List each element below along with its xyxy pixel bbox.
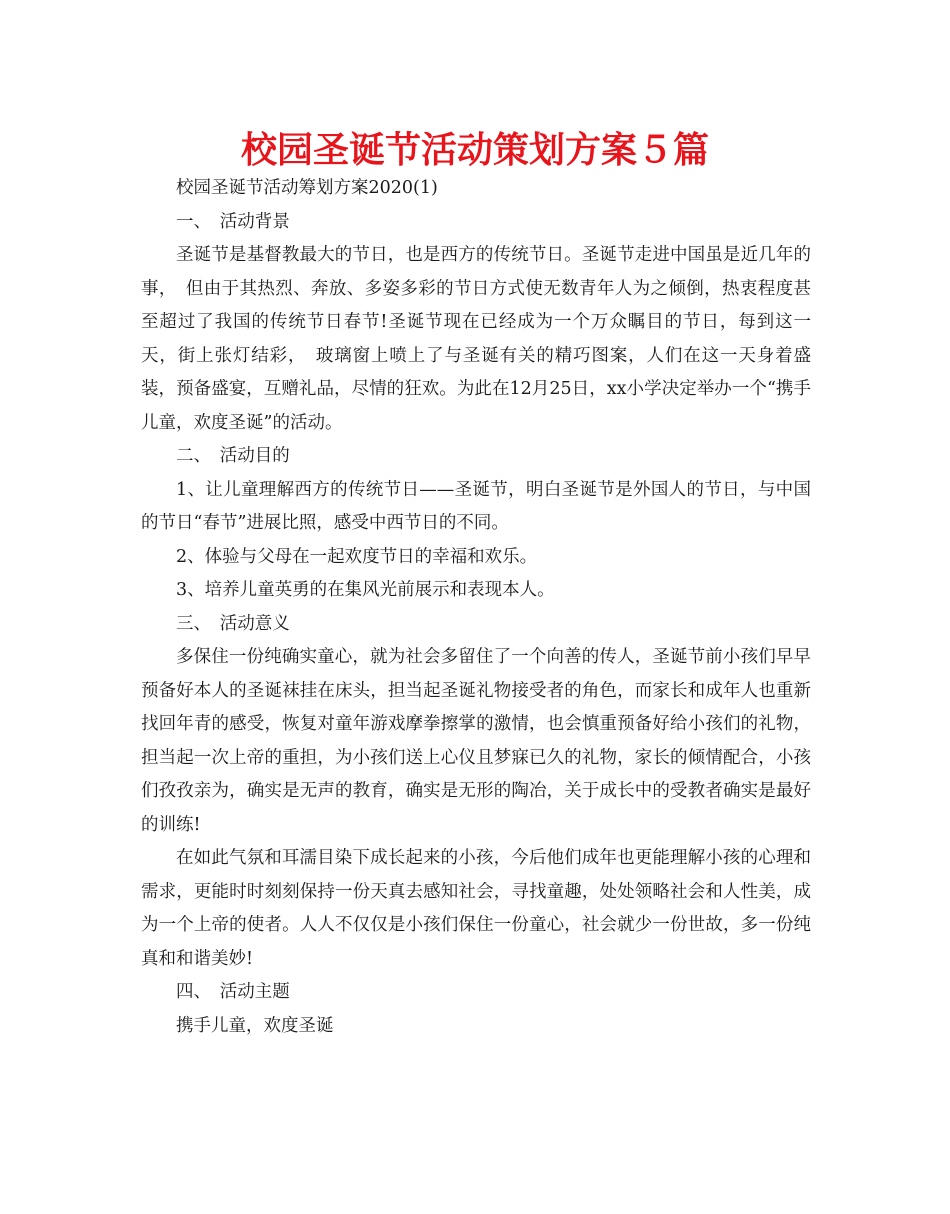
purpose-item-3: 3、培养儿童英勇的在集风光前展示和表现本人。	[176, 580, 555, 600]
document-body	[141, 172, 811, 1043]
paragraph-theme: 携手儿童，欢度圣诞	[176, 1015, 334, 1036]
subtitle-line: 校园圣诞节活动筹划方案2020(1)	[176, 178, 438, 198]
section-heading-significance: 三、 活动意义	[176, 613, 290, 634]
purpose-item-2: 2、体验与父母在一起欢度节日的幸福和欢乐。	[176, 546, 538, 567]
paragraph-significance-2: 在如此气氛和耳濡目染下成长起来的小孩，今后他们成年也更能理解小孩的心理和需求，更能时时刻刻保持一份天真去感知社会，寻找童趣，处处领略社会和人性美，成为一个上帝的使者。人人不仅仅是小孩们保住一份童心，社会就少一份世故，多一份纯真和和谐美妙!	[141, 848, 811, 969]
document-title: 校园圣诞节活动策划方案５篇	[240, 130, 709, 171]
section-heading-theme: 四、 活动主题	[176, 982, 290, 1002]
paragraph-background: 圣诞节是基督教最大的节日，也是西方的传统节日。圣诞节走进中国虽是近几年的事， 但由于其热烈、奔放、多姿多彩的节日方式使无数青年人为之倾倒，热衷程度甚至超过了我国的传统节日春节!圣诞节现在已经成为一个万众瞩目的节日，每到这一天，街上张灯结彩， 玻璃窗上喷上了与圣诞有关的精巧图案，人们在这一天身着盛装，预备盛宴，互赠礼品，尽情的狂欢。为此在12月25日，xx小学决定举办一个“携手儿童，欢度圣诞”的活动。	[141, 245, 811, 433]
section-heading-background: 一、 活动背景	[176, 211, 290, 232]
paragraph-significance-1: 多保住一份纯确实童心，就为社会多留住了一个向善的传人，圣诞节前小孩们早早预备好本人的圣诞袜挂在床头，担当起圣诞礼物接受者的角色，而家长和成年人也重新找回年青的感受，恢复对童年游戏摩拳擦掌的激情，也会慎重预备好给小孩们的礼物，担当起一次上帝的重担，为小孩们送上心仪且梦寐已久的礼物，家长的倾情配合，小孩们孜孜亲为，确实是无声的教育，确实是无形的陶冶，关于成长中的受教者确实是最好的训练!	[141, 647, 811, 835]
section-heading-purpose: 二、 活动目的	[176, 446, 290, 466]
purpose-item-1: 1、让儿童理解西方的传统节日——圣诞节，明白圣诞节是外国人的节日，与中国的节日“春节”进展比照，感受中西节日的不同。	[141, 479, 811, 533]
